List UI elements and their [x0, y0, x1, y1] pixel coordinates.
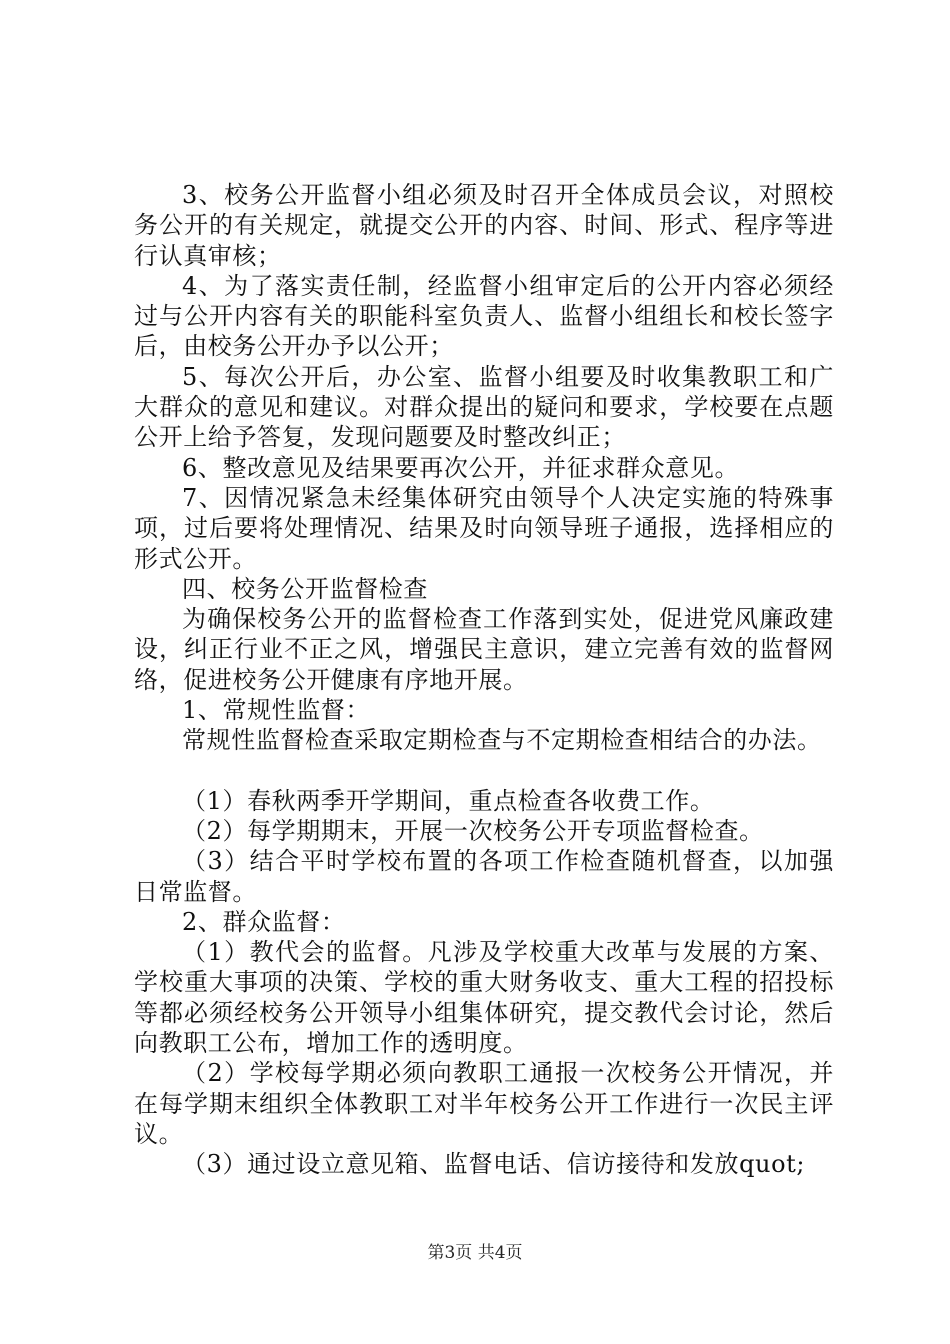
list-item-public-1: （1）教代会的监督。凡涉及学校重大改革与发展的方案、学校重大事项的决策、学校的重大财务收支、重大工程的招投标等都必须经校务公开领导小组集体研究，提交教代会讨论，然后向教职工公布，增加工作的透明度。 — [134, 938, 834, 1058]
list-item-routine-3: （3）结合平时学校布置的各项工作检查随机督查，以加强日常监督。 — [134, 847, 834, 906]
list-item-public-2: （2）学校每学期必须向教职工通报一次校务公开情况，并在每学期末组织全体教职工对半年校务公开工作进行一次民主评议。 — [134, 1059, 834, 1148]
blank-line — [134, 756, 834, 786]
paragraph-item-3: 3、校务公开监督小组必须及时召开全体成员会议，对照校务公开的有关规定，就提交公开的内容、时间、形式、程序等进行认真审核； — [134, 181, 834, 270]
paragraph-routine-method: 常规性监督检查采取定期检查与不定期检查相结合的办法。 — [182, 726, 822, 755]
subheading-routine-supervision: 1、常规性监督： — [182, 696, 371, 725]
paragraph-item-5: 5、每次公开后，办公室、监督小组要及时收集教职工和广大群众的意见和建议。对群众提出的疑问和要求，学校要在点题公开上给予答复，发现问题要及时整改纠正； — [134, 362, 834, 452]
page-number-label: 第3页 共4页 — [427, 1243, 523, 1263]
section-heading-4: 四、校务公开监督检查 — [182, 574, 428, 603]
paragraph-item-6: 6、整改意见及结果要再次公开，并征求群众意见。 — [182, 453, 740, 482]
page-footer — [0, 1238, 950, 1263]
paragraph-supervision-intro: 为确保校务公开的监督检查工作落到实处，促进党风廉政建设，纠正行业不正之风，增强民主意识，建立完善有效的监督网络，促进校务公开健康有序地开展。 — [134, 605, 834, 694]
list-item-routine-1: （1）春秋两季开学期间，重点检查各收费工作。 — [182, 786, 715, 815]
paragraph-item-7: 7、因情况紧急未经集体研究由领导个人决定实施的特殊事项，过后要将处理情况、结果及时向领导班子通报，选择相应的形式公开。 — [134, 483, 834, 573]
paragraph-item-4: 4、为了落实责任制，经监督小组审定后的公开内容必须经过与公开内容有关的职能科室负责人、监督小组组长和校长签字后，由校务公开办予以公开； — [134, 271, 834, 361]
subheading-public-supervision: 2、群众监督： — [182, 907, 346, 936]
list-item-routine-2: （2）每学期期末，开展一次校务公开专项监督检查。 — [182, 816, 764, 845]
list-item-public-3: （3）通过设立意见箱、监督电话、信访接待和发放quot; — [182, 1150, 806, 1179]
document-body — [134, 180, 834, 1180]
